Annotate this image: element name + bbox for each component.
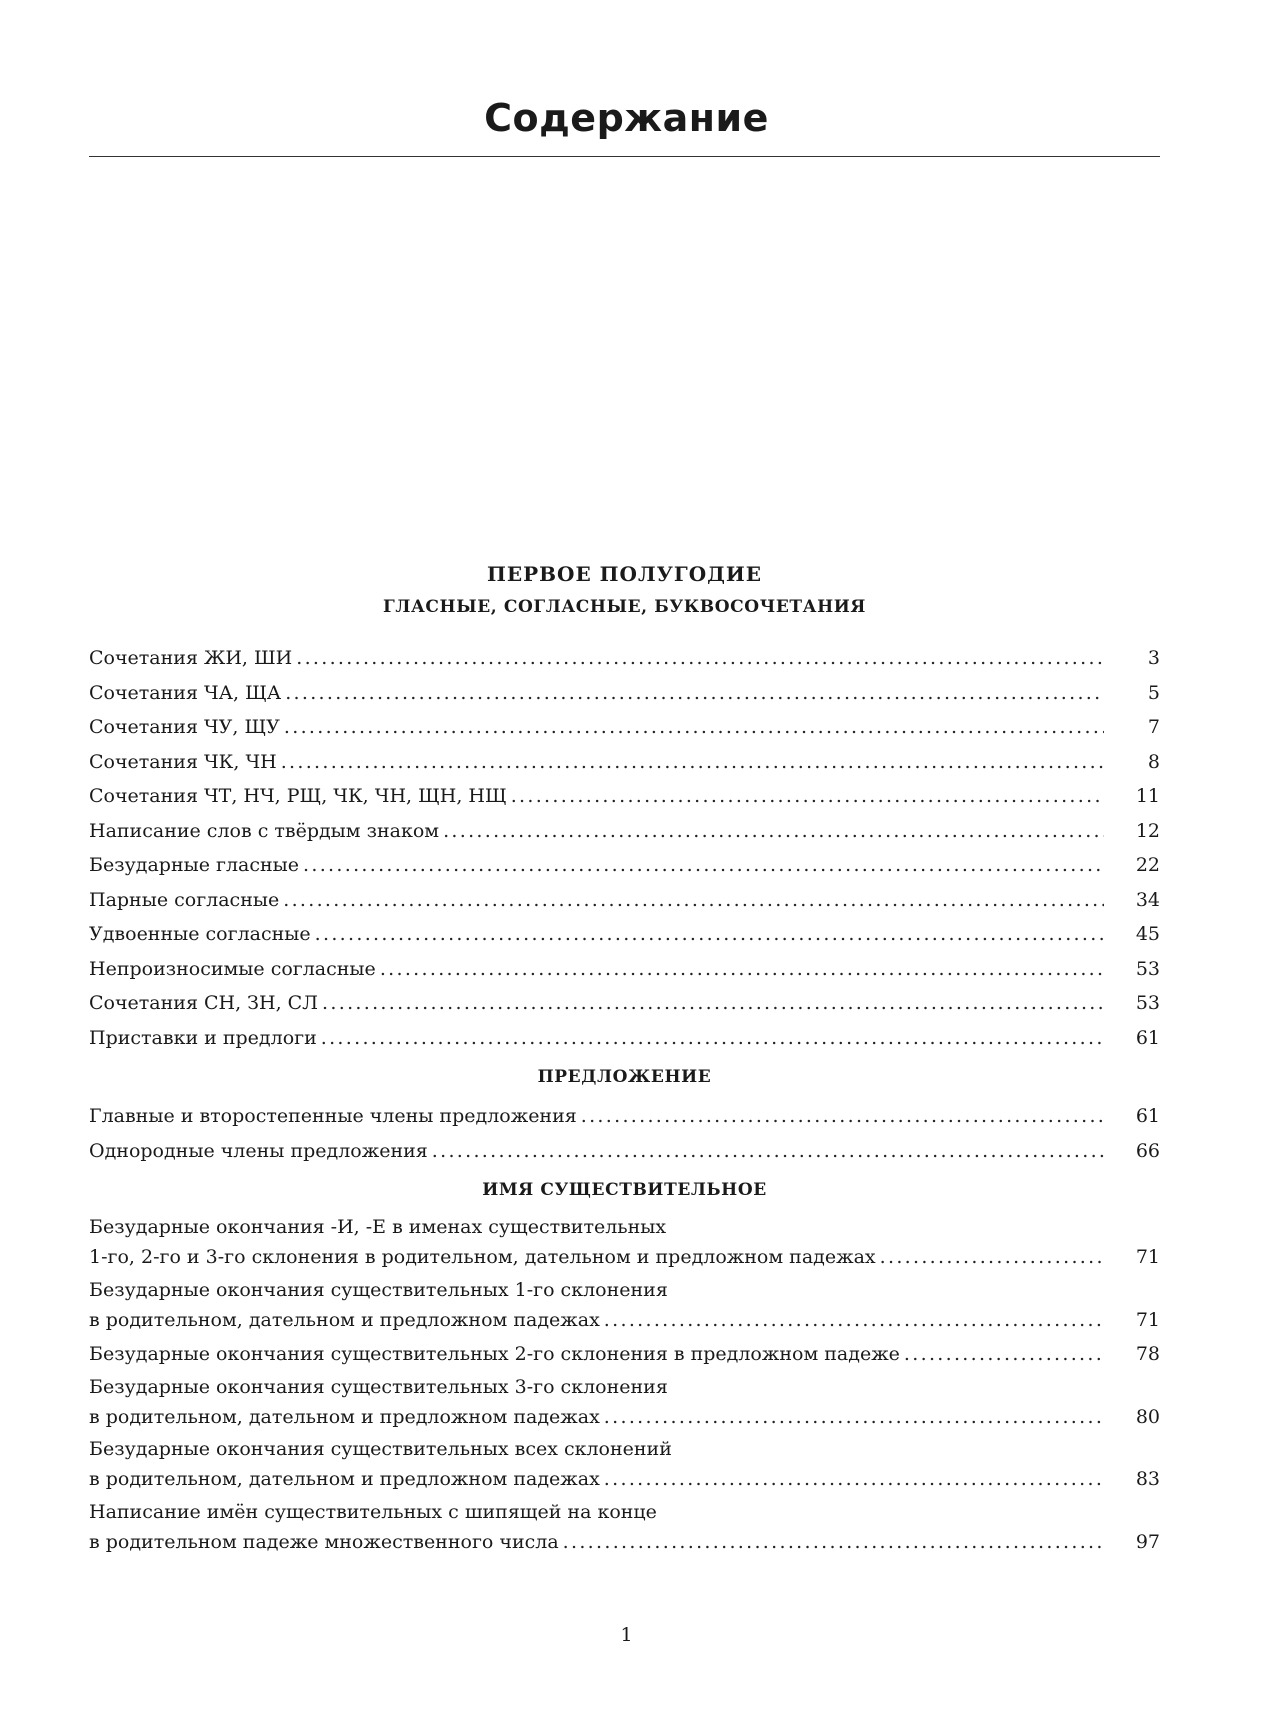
dot-leader — [380, 952, 1104, 987]
dot-leader — [604, 1305, 1104, 1335]
dot-leader — [604, 1464, 1104, 1494]
toc-entry-label: Парные согласные — [89, 888, 280, 911]
toc-entry-page: 80 — [1135, 1405, 1160, 1428]
toc-entry[interactable] — [89, 814, 1160, 849]
dot-leader — [303, 848, 1104, 883]
page-title: Содержание — [484, 96, 769, 140]
toc-entry-page: 61 — [1135, 1026, 1160, 1049]
dot-leader — [563, 1527, 1104, 1557]
toc-entry-page: 97 — [1135, 1530, 1160, 1553]
toc-entry-label: Написание слов с твёрдым знаком — [89, 819, 440, 842]
toc-entry[interactable] — [89, 641, 1160, 676]
toc-entry[interactable] — [89, 1099, 1160, 1134]
toc-entry-label: в родительном, дательном и предложном падежах — [89, 1468, 600, 1490]
dot-leader — [283, 883, 1104, 918]
toc-entry-page: 78 — [1135, 1343, 1160, 1365]
dot-leader — [285, 676, 1104, 711]
toc-entry[interactable] — [89, 1134, 1160, 1169]
toc-entry-page: 71 — [1135, 1246, 1160, 1268]
toc-entry[interactable] — [89, 986, 1160, 1021]
toc-entry[interactable] — [89, 848, 1160, 883]
toc-entry-page: 22 — [1135, 854, 1160, 876]
toc-entry-page: 66 — [1135, 1139, 1160, 1162]
toc-entry[interactable] — [89, 745, 1160, 780]
toc-entry-label: Безударные гласные — [89, 854, 300, 876]
dot-leader — [432, 1134, 1104, 1169]
dot-leader — [443, 814, 1104, 849]
toc-entry-label: Главные и второстепенные члены предложения — [89, 1105, 577, 1127]
toc-entry-label-line1: Безударные окончания существительных 3-го склонения — [89, 1375, 668, 1398]
toc-entry-page: 83 — [1135, 1468, 1160, 1490]
toc-entry-label: Сочетания ЧА, ЩА — [89, 681, 282, 704]
toc-entry-label: Сочетания СН, ЗН, СЛ — [89, 992, 319, 1014]
toc-entry-page: 8 — [1147, 750, 1160, 773]
toc-entry[interactable] — [89, 1372, 1160, 1435]
dot-leader — [880, 1242, 1104, 1272]
toc-entry-page: 53 — [1135, 992, 1160, 1014]
toc-entry-label: Сочетания ЧУ, ЩУ — [89, 716, 280, 738]
toc-entry-label: в родительном, дательном и предложном падежах — [89, 1308, 600, 1331]
toc-entry-label: Сочетания ЧТ, НЧ, РЩ, ЧК, ЧН, ЩН, НЩ — [89, 785, 507, 807]
toc-entry-page: 53 — [1135, 957, 1160, 980]
toc-entry-page: 11 — [1135, 785, 1160, 807]
dot-leader — [511, 779, 1104, 814]
toc-entry-label: Безударные окончания существительных 2-го склонения в предложном падеже — [89, 1343, 900, 1365]
toc-entry-label-line1: Безударные окончания -И, -Е в именах существительных — [89, 1216, 667, 1238]
toc-entry-label: Непроизносимые согласные — [89, 957, 376, 980]
toc-entry-page: 5 — [1147, 681, 1160, 704]
page-number: 1 — [620, 1624, 633, 1646]
toc-entry-label: в родительном, дательном и предложном падежах — [89, 1405, 600, 1428]
toc-entry-label: Приставки и предлоги — [89, 1026, 317, 1049]
dot-leader — [904, 1337, 1104, 1372]
table-of-contents — [89, 555, 1160, 1559]
toc-entry-label: Удвоенные согласные — [89, 923, 311, 945]
toc-entry-label: Сочетания ЧК, ЧН — [89, 750, 277, 773]
dot-leader — [322, 986, 1104, 1021]
section-heading: ГЛАСНЫЕ, СОГЛАСНЫЕ, БУКВОСОЧЕТАНИЯ — [383, 597, 866, 617]
toc-entry-label-line1: Безударные окончания существительных всех склонений — [89, 1438, 672, 1460]
dot-leader — [321, 1021, 1104, 1056]
toc-entry-label: в родительном падеже множественного числа — [89, 1530, 559, 1553]
dot-leader — [581, 1099, 1104, 1134]
section-heading: ПРЕДЛОЖЕНИЕ — [537, 1067, 712, 1087]
toc-entry-page: 34 — [1135, 888, 1160, 911]
toc-entry-label-line1: Написание имён существительных с шипящей на конце — [89, 1500, 657, 1523]
dot-leader — [284, 710, 1104, 745]
toc-entry[interactable] — [89, 1212, 1160, 1275]
toc-entry-page: 45 — [1135, 923, 1160, 945]
toc-entry[interactable] — [89, 1337, 1160, 1372]
toc-entry[interactable] — [89, 1021, 1160, 1056]
toc-entry[interactable] — [89, 710, 1160, 745]
toc-entry[interactable] — [89, 1497, 1160, 1560]
section-heading: ИМЯ СУЩЕСТВИТЕЛЬНОЕ — [482, 1180, 767, 1200]
toc-entry-page: 61 — [1135, 1105, 1160, 1127]
toc-entry[interactable] — [89, 1275, 1160, 1338]
toc-entry-page: 3 — [1147, 647, 1160, 669]
toc-entry-page: 71 — [1135, 1308, 1160, 1331]
toc-entry-page: 7 — [1147, 716, 1160, 738]
toc-entry[interactable] — [89, 1434, 1160, 1497]
toc-entry-label: 1-го, 2-го и 3-го склонения в родительном, дательном и предложном падежах — [89, 1246, 876, 1268]
toc-entry[interactable] — [89, 676, 1160, 711]
toc-entry-label: Сочетания ЖИ, ШИ — [89, 647, 293, 669]
toc-entry[interactable] — [89, 952, 1160, 987]
toc-entry-label-line1: Безударные окончания существительных 1-го склонения — [89, 1278, 668, 1301]
toc-entry[interactable] — [89, 917, 1160, 952]
dot-leader — [315, 917, 1104, 952]
toc-entry[interactable] — [89, 779, 1160, 814]
dot-leader — [281, 745, 1104, 780]
dot-leader — [604, 1402, 1104, 1432]
toc-entry-label: Однородные члены предложения — [89, 1139, 428, 1162]
toc-entry[interactable] — [89, 883, 1160, 918]
part-heading: ПЕРВОЕ ПОЛУГОДИЕ — [486, 562, 763, 586]
title-divider — [89, 156, 1160, 157]
dot-leader — [296, 641, 1104, 676]
toc-entry-page: 12 — [1135, 819, 1160, 842]
